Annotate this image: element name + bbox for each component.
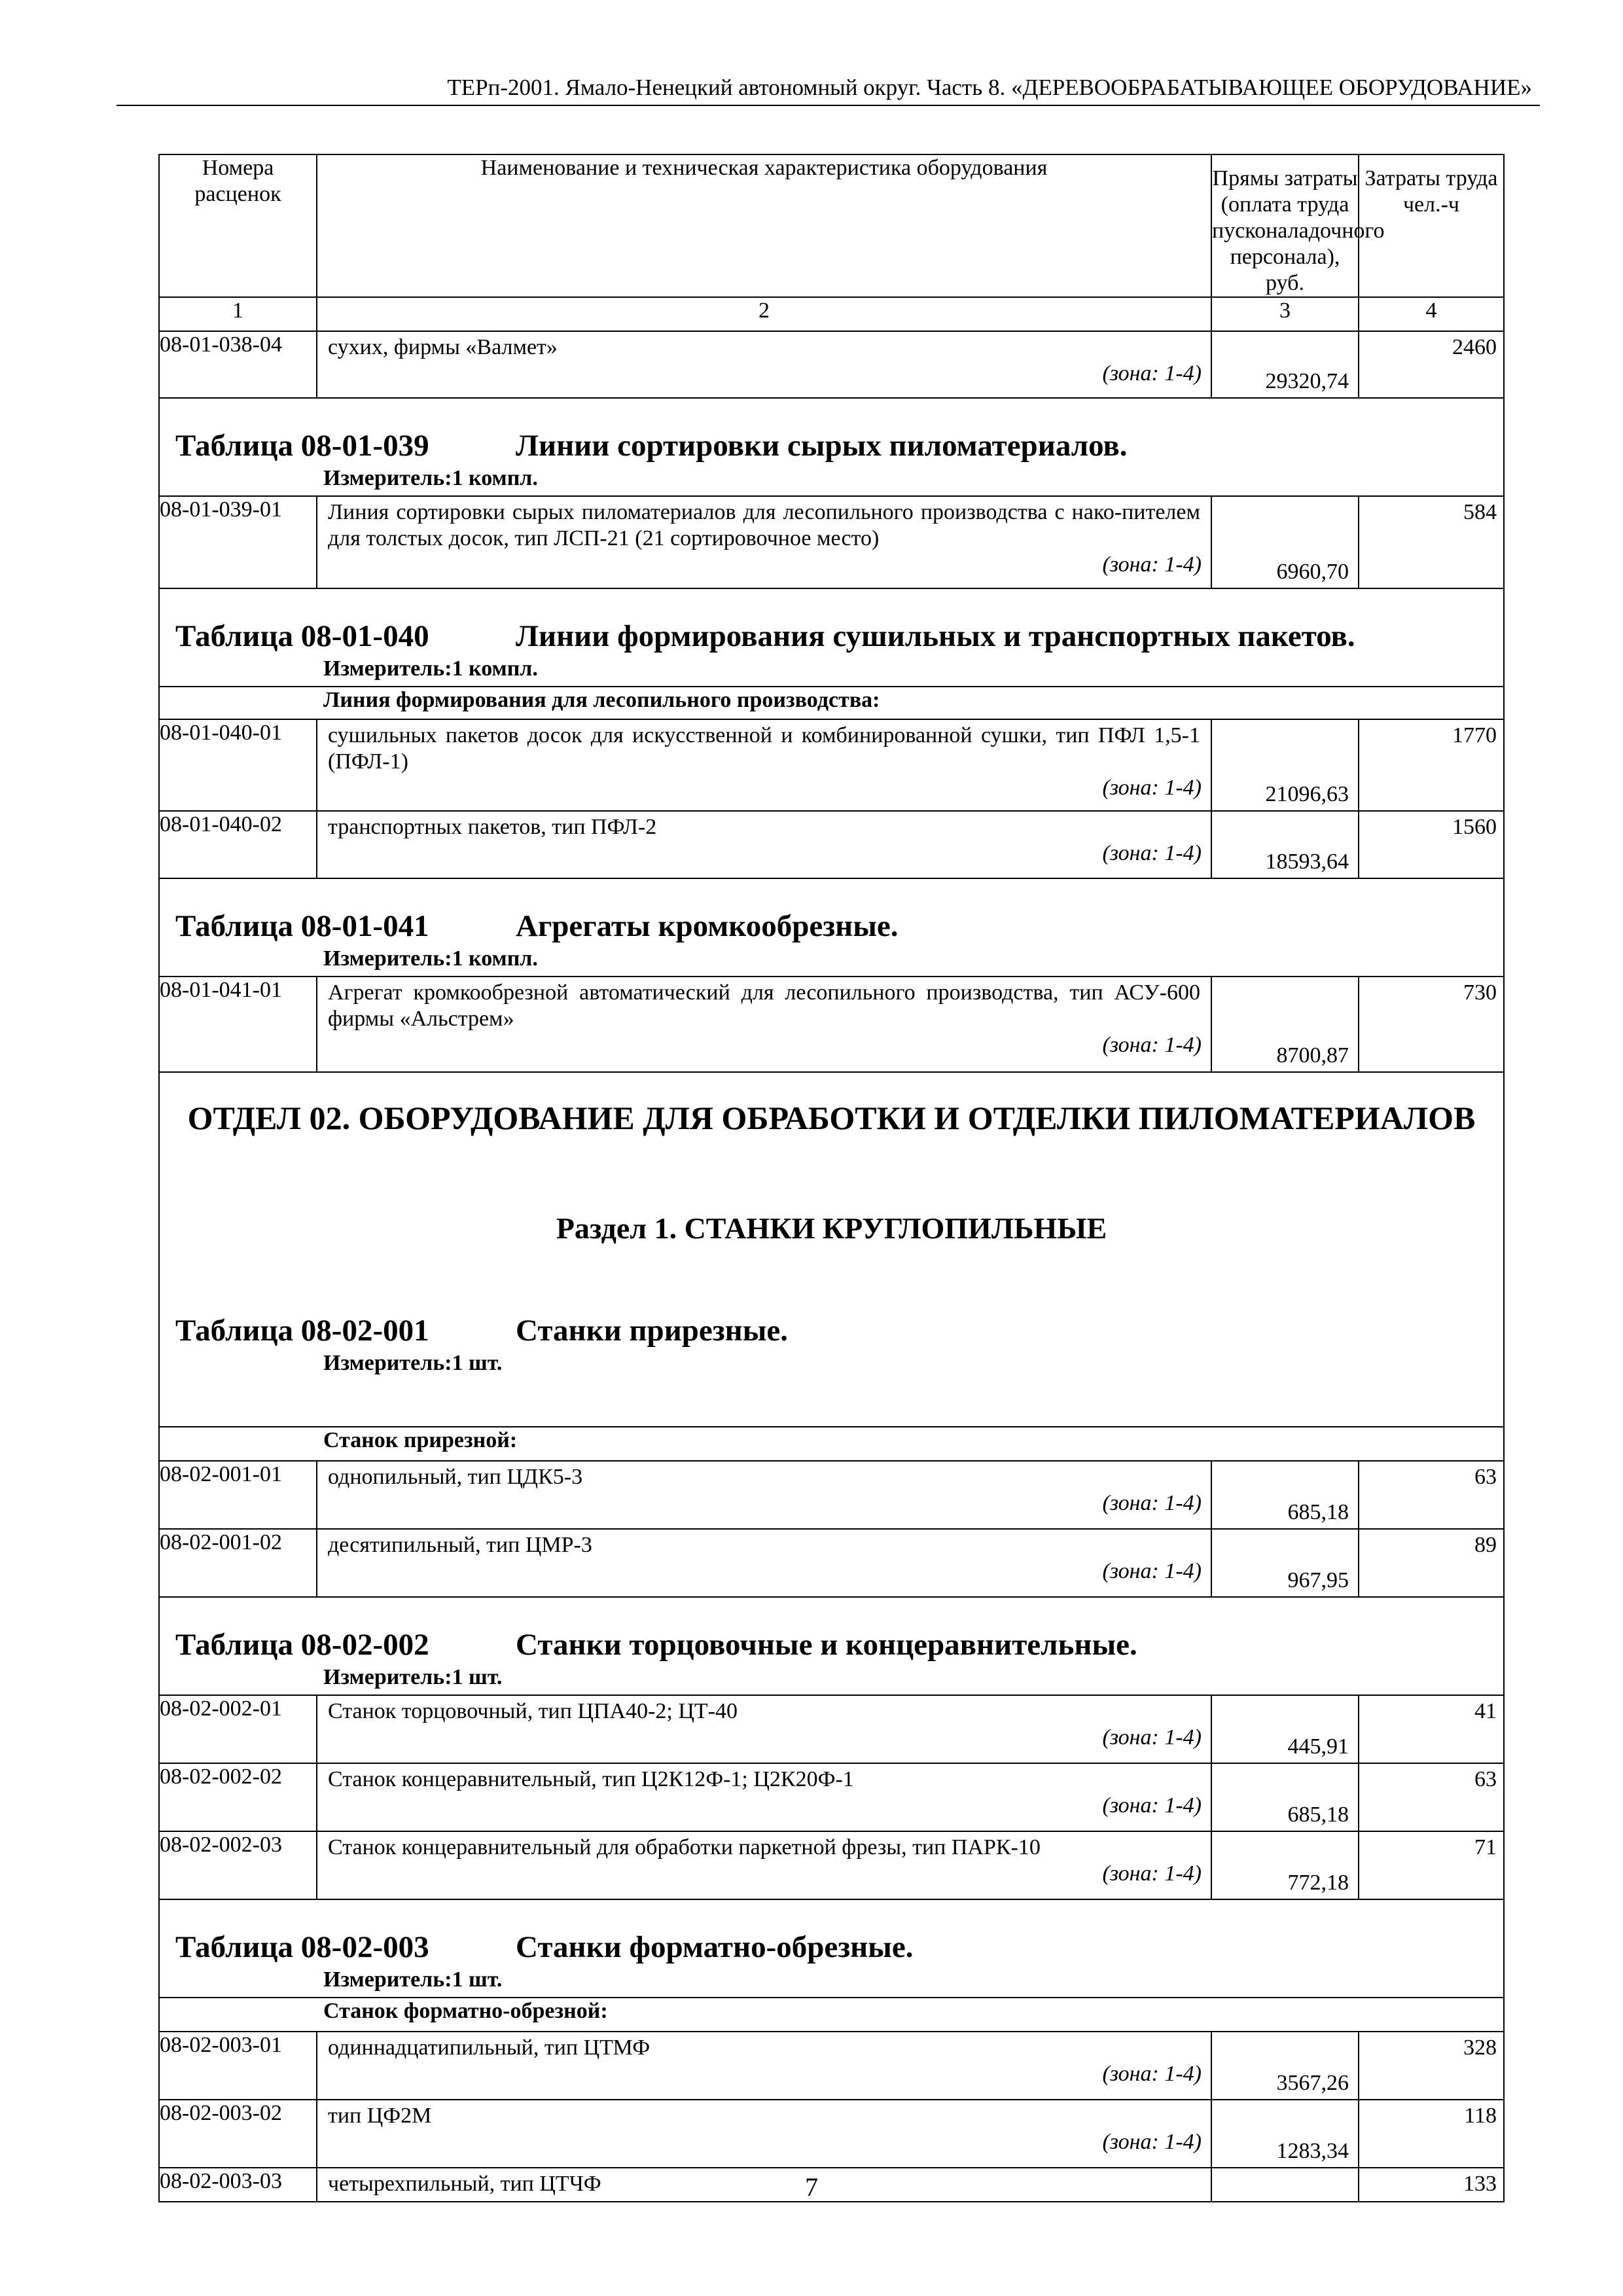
subsection-title: Раздел 1. СТАНКИ КРУГЛОПИЛЬНЫЕ bbox=[556, 1211, 1107, 1245]
row-code: 08-02-003-03 bbox=[159, 2168, 317, 2202]
table-row bbox=[159, 496, 1504, 588]
page-number: 7 bbox=[805, 2172, 818, 2202]
row-labor: 133 bbox=[1359, 2168, 1504, 2202]
table-number: Таблица 08-01-040 bbox=[175, 619, 429, 653]
section-title: ОТДЕЛ 02. ОБОРУДОВАНИЕ ДЛЯ ОБРАБОТКИ И ОТДЕЛКИ ПИЛОМАТЕРИАЛОВ bbox=[187, 1100, 1476, 1136]
table-number: Таблица 08-01-041 bbox=[175, 909, 429, 943]
subheading-row bbox=[159, 1427, 1504, 1461]
zone-label: (зона: 1-4) bbox=[1102, 776, 1202, 800]
measure-unit: Измеритель:1 компл. bbox=[323, 656, 538, 681]
row-labor: 71 bbox=[1359, 1831, 1504, 1899]
table-heading bbox=[159, 878, 1504, 977]
zone-label: (зона: 1-4) bbox=[1102, 552, 1202, 577]
table-row bbox=[159, 2032, 1504, 2100]
column-number: 2 bbox=[317, 297, 1211, 331]
row-description: транспортных пакетов, тип ПФЛ-2 bbox=[328, 815, 657, 839]
table-heading bbox=[159, 398, 1504, 496]
measure-unit: Измеритель:1 шт. bbox=[323, 1967, 503, 1992]
row-description: однопильный, тип ЦДК5-3 bbox=[328, 1465, 583, 1489]
column-number: 4 bbox=[1359, 297, 1504, 331]
row-code: 08-02-001-02 bbox=[159, 1529, 317, 1597]
row-description: десятипильный, тип ЦМР-3 bbox=[328, 1533, 592, 1557]
row-cost: 1283,34 bbox=[1211, 2100, 1359, 2168]
table-row bbox=[159, 1695, 1504, 1763]
zone-label: (зона: 1-4) bbox=[1102, 1491, 1202, 1515]
row-description: Линия сортировки сырых пиломатериалов для лесопильного производства с нако-пителем для толстых досок, тип ЛСП-21 (21 сортировочное место) bbox=[328, 500, 1200, 550]
row-labor: 584 bbox=[1359, 496, 1504, 588]
group-subheading: Линия формирования для лесопильного производства: bbox=[159, 687, 1504, 719]
row-cost: 29320,74 bbox=[1211, 331, 1359, 398]
row-labor: 1560 bbox=[1359, 811, 1504, 878]
table-row bbox=[159, 1461, 1504, 1529]
row-labor: 328 bbox=[1359, 2032, 1504, 2100]
column-number: 3 bbox=[1211, 297, 1359, 331]
header-text: ТЕРп-2001. Ямало-Ненецкий автономный округ. Часть 8. «ДЕРЕВООБРАБАТЫВАЮЩЕЕ ОБОРУДОВАНИЕ» bbox=[447, 75, 1532, 100]
row-cost: 18593,64 bbox=[1211, 811, 1359, 878]
row-code: 08-01-040-01 bbox=[159, 719, 317, 811]
row-labor: 1770 bbox=[1359, 719, 1504, 811]
row-cost: 3567,26 bbox=[1211, 2032, 1359, 2100]
row-cost: 445,91 bbox=[1211, 1695, 1359, 1763]
zone-label: (зона: 1-4) bbox=[1102, 1033, 1202, 1057]
table-title: Станки торцовочные и концеравнительные. bbox=[516, 1628, 1137, 1662]
table-row bbox=[159, 811, 1504, 878]
table-number: Таблица 08-02-002 bbox=[175, 1628, 429, 1662]
row-description: сухих, фирмы «Валмет» bbox=[328, 335, 558, 359]
table-number: Таблица 08-01-039 bbox=[175, 429, 429, 463]
column-number: 1 bbox=[159, 297, 317, 331]
zone-label: (зона: 1-4) bbox=[1102, 1725, 1202, 1749]
page-header bbox=[116, 71, 1540, 106]
zone-label: (зона: 1-4) bbox=[1102, 2130, 1202, 2154]
table-number: Таблица 08-02-003 bbox=[175, 1930, 429, 1964]
column-header-row bbox=[159, 154, 1504, 297]
subheading-row bbox=[159, 1998, 1504, 2032]
table-row bbox=[159, 977, 1504, 1072]
table-title: Линии сортировки сырых пиломатериалов. bbox=[516, 429, 1128, 463]
zone-label: (зона: 1-4) bbox=[1102, 1793, 1202, 1818]
row-code: 08-02-003-02 bbox=[159, 2100, 317, 2168]
row-cost: 21096,63 bbox=[1211, 719, 1359, 811]
row-labor: 41 bbox=[1359, 1695, 1504, 1763]
row-code: 08-02-002-01 bbox=[159, 1695, 317, 1763]
row-code: 08-01-039-01 bbox=[159, 496, 317, 588]
row-code: 08-02-002-03 bbox=[159, 1831, 317, 1899]
row-code: 08-02-002-02 bbox=[159, 1763, 317, 1831]
row-description: Станок торцовочный, тип ЦПА40-2; ЦТ-40 bbox=[328, 1699, 738, 1723]
row-description: Станок концеравнительный, тип Ц2К12Ф-1; Ц2К20Ф-1 bbox=[328, 1767, 854, 1791]
row-code: 08-01-041-01 bbox=[159, 977, 317, 1072]
table-title: Агрегаты кромкообрезные. bbox=[516, 909, 899, 943]
row-cost: 8700,87 bbox=[1211, 977, 1359, 1072]
table-row bbox=[159, 1831, 1504, 1899]
table-title: Линии формирования сушильных и транспортных пакетов. bbox=[516, 619, 1355, 653]
row-description: сушильных пакетов досок для искусственной и комбинированной сушки, тип ПФЛ 1,5-1 (ПФЛ-1) bbox=[328, 723, 1200, 774]
measure-unit: Измеритель:1 компл. bbox=[323, 466, 538, 490]
row-description: четырехпильный, тип ЦТЧФ bbox=[328, 2172, 601, 2196]
row-code: 08-01-038-04 bbox=[159, 331, 317, 398]
row-description: Агрегат кромкообрезной автоматический для лесопильного производства, тип АСУ-600 фирмы «Альстрем» bbox=[328, 980, 1200, 1031]
group-subheading: Станок форматно-обрезной: bbox=[159, 1998, 1504, 2032]
measure-unit: Измеритель:1 шт. bbox=[323, 1351, 503, 1375]
table-number: Таблица 08-02-001 bbox=[175, 1314, 429, 1348]
table-title: Станки форматно-обрезные. bbox=[516, 1930, 914, 1964]
column-header-name: Наименование и техническая характеристика оборудования bbox=[317, 154, 1211, 297]
row-cost: 685,18 bbox=[1211, 1763, 1359, 1831]
row-code: 08-01-040-02 bbox=[159, 811, 317, 878]
table-row bbox=[159, 331, 1504, 398]
row-labor: 89 bbox=[1359, 1529, 1504, 1597]
table-row bbox=[159, 2100, 1504, 2168]
row-cost: 967,95 bbox=[1211, 1529, 1359, 1597]
zone-label: (зона: 1-4) bbox=[1102, 2062, 1202, 2086]
column-number-row bbox=[159, 297, 1504, 331]
table-heading bbox=[159, 1899, 1504, 1998]
measure-unit: Измеритель:1 шт. bbox=[323, 1665, 503, 1689]
group-subheading: Станок прирезной: bbox=[159, 1427, 1504, 1461]
column-header-code: Номера расценок bbox=[159, 154, 317, 297]
measure-unit: Измеритель:1 компл. bbox=[323, 946, 538, 971]
row-labor: 63 bbox=[1359, 1763, 1504, 1831]
subheading-row bbox=[159, 687, 1504, 719]
row-cost: 685,18 bbox=[1211, 1461, 1359, 1529]
column-header-cost: Прямы затраты (оплата труда пусконаладочного персонала), руб. bbox=[1211, 154, 1359, 297]
row-code: 08-02-001-01 bbox=[159, 1461, 317, 1529]
table-heading bbox=[159, 1597, 1504, 1695]
table-row bbox=[159, 719, 1504, 811]
row-labor: 63 bbox=[1359, 1461, 1504, 1529]
row-description: тип ЦФ2М bbox=[328, 2104, 432, 2128]
table-row bbox=[159, 1763, 1504, 1831]
table-row bbox=[159, 1529, 1504, 1597]
price-table bbox=[158, 154, 1505, 2202]
row-description: Станок концеравнительный для обработки паркетной фрезы, тип ПАРК-10 bbox=[328, 1835, 1041, 1859]
row-cost: 6960,70 bbox=[1211, 496, 1359, 588]
zone-label: (зона: 1-4) bbox=[1102, 1861, 1202, 1886]
column-header-labor: Затраты труда чел.-ч bbox=[1359, 154, 1504, 297]
zone-label: (зона: 1-4) bbox=[1102, 1559, 1202, 1583]
row-description: одиннадцатипильный, тип ЦТМФ bbox=[328, 2036, 651, 2060]
row-labor: 118 bbox=[1359, 2100, 1504, 2168]
table-heading bbox=[159, 588, 1504, 687]
zone-label: (зона: 1-4) bbox=[1102, 361, 1202, 386]
row-labor: 2460 bbox=[1359, 331, 1504, 398]
row-cost: 772,18 bbox=[1211, 1831, 1359, 1899]
row-labor: 730 bbox=[1359, 977, 1504, 1072]
section-heading bbox=[159, 1072, 1504, 1427]
table-title: Станки прирезные. bbox=[516, 1314, 789, 1348]
zone-label: (зона: 1-4) bbox=[1102, 841, 1202, 865]
row-code: 08-02-003-01 bbox=[159, 2032, 317, 2100]
